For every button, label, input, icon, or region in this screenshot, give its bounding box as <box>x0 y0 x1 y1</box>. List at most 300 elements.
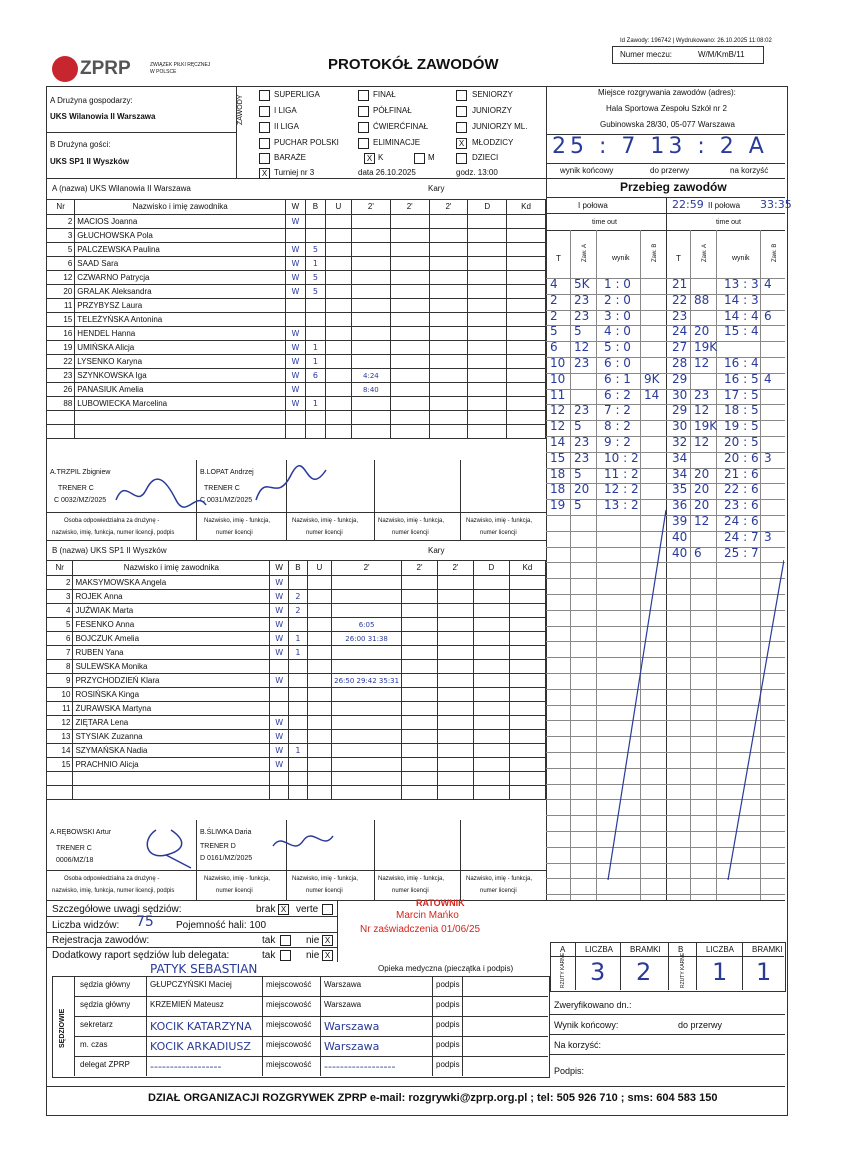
pz-cell: 23 <box>574 292 590 307</box>
official-role: sędzia główny <box>80 980 131 989</box>
pz-cell: 20 <box>694 324 710 339</box>
pz-cell: 5 <box>574 466 582 481</box>
official-role: sędzia główny <box>80 1000 131 1009</box>
karne-rzuty: RZUTY KARNE <box>560 952 566 988</box>
zawody-label: ZAWODY <box>237 94 244 125</box>
official-label: numer licencji <box>216 530 253 536</box>
pz-cell: 19K <box>694 340 718 355</box>
official-b2-lic: D 0161/MZ/2025 <box>200 855 253 862</box>
table-row <box>47 772 546 786</box>
checkbox-rej-tak[interactable] <box>280 935 291 946</box>
team-a-header: A (nazwa) UKS Wilanowia II Warszawa <box>52 184 191 193</box>
official-name: KOCIK ARKADIUSZ <box>150 1040 251 1053</box>
pz-cell: 20 : 5 <box>724 435 759 449</box>
official-label: Nazwisko, imię - funkcja, <box>292 518 359 524</box>
guest-label: B Drużyna gości: <box>50 140 111 149</box>
pz-cell: 23 <box>574 356 590 370</box>
checkbox-juniorzy[interactable] <box>456 106 467 117</box>
na-korzysc-label: Na korzyść: <box>554 1040 602 1050</box>
table-row: 11 ŻURAWSKA Martyna <box>47 702 546 716</box>
cat-label: BARAŻE <box>274 153 307 162</box>
rejestracja-label: Rejestracja zawodów: <box>52 935 150 946</box>
pz-cell: 4 <box>550 277 558 291</box>
pz-cell: 14 <box>550 435 566 449</box>
print-info: Id Zawody: 196742 | Wydrukowano: 26.10.2025 11:08:02 <box>620 38 772 44</box>
pz-cell: 19K <box>694 419 718 434</box>
karne-b-liczba: 1 <box>712 958 728 986</box>
pz-cell: 10 <box>550 356 566 370</box>
checkbox-seniorzy[interactable] <box>456 90 467 101</box>
brak-label: brak <box>256 904 276 915</box>
checkbox-turniej[interactable]: X <box>259 168 270 179</box>
przebieg-strike-lines <box>548 500 784 900</box>
official-label: nazwisko, imię, funkcja, numer licencji, podpis <box>52 530 175 536</box>
pz-cell: 2 <box>550 292 558 307</box>
result-label: wynik końcowy <box>560 166 614 175</box>
pz-cell: 24 : 7 <box>724 529 759 544</box>
pz-cell: 20 <box>694 482 710 497</box>
pz-cell: 22 : 6 <box>724 482 759 497</box>
match-date: data 26.10.2025 <box>358 168 416 177</box>
handwritten-name: PATYK SEBASTIAN <box>150 962 258 976</box>
checkbox-brak[interactable]: X <box>278 904 289 915</box>
pz-cell: 6 : 1 <box>604 371 631 386</box>
result-label: do przerwy <box>650 166 690 175</box>
pz-cell: 12 <box>694 514 710 528</box>
pz-cell: 6 : 0 <box>604 356 631 370</box>
team-b-table: Nr Nazwisko i imię zawodnika W B U 2' 2' 2' D Kd 2 MAKSYMOWSKA Angela W 3 ROJEK Anna W 2 4 JUŹWIAK Marta W 2 5 FESENKO Anna W 6:05 6 BOJCZUK Amelia W 1 26:00 31:38 7 RUBEN Yana W 1 8 SULEWSKA Monika 9 PRZYCHODZIEŃ Klara W 26:50 29:42 35:31 10 ROSIŃSKA Kinga 11 ŻURAWSKA Martyna 12 ZIĘTARA Lena W 13 STYSIAK Zuzanna W 14 SZYMAŃSKA Nadia W 1 15 PRACHNIO Alicja W <box>46 560 546 800</box>
ratownik-stamp-2: Marcin Mańko <box>396 910 459 921</box>
checkbox-polfinal[interactable] <box>358 106 369 117</box>
table-row: 7 RUBEN Yana W 1 <box>47 646 546 660</box>
page-title: PROTOKÓŁ ZAWODÓW <box>328 56 499 73</box>
karne-a-bramki: 2 <box>636 958 652 986</box>
table-row: 88 LUBOWIECKA Marcelina W 1 <box>47 397 546 411</box>
checkbox-k[interactable]: X <box>364 153 375 164</box>
table-row <box>47 411 546 425</box>
official-a2-name: B.LOPAT Andrzej <box>200 469 254 476</box>
podpis-label: podpis <box>436 1060 460 1069</box>
pz-cell: 11 <box>550 387 566 402</box>
karne-bramki: BRAMKI <box>752 945 783 954</box>
half2-time: 33:35 <box>760 198 792 211</box>
karne-a-liczba: 3 <box>590 958 606 986</box>
pz-cell: 24 <box>672 324 688 339</box>
table-row: 3 ROJEK Anna W 2 <box>47 590 546 604</box>
checkbox-i-liga[interactable] <box>259 106 270 117</box>
cat-label: JUNIORZY <box>472 106 512 115</box>
pz-cell: 9 : 2 <box>604 435 631 449</box>
pz-cell: 22 <box>672 292 688 307</box>
miejscowosc-label: miejscowość <box>266 1020 312 1029</box>
pz-col-wynik: wynik <box>612 255 630 262</box>
widzow-value: 75 <box>136 914 154 930</box>
checkbox-superliga[interactable] <box>259 90 270 101</box>
ratownik-stamp-1: RATOWNIK <box>416 898 465 908</box>
podpis-label: podpis <box>436 980 460 989</box>
cat-label: MŁODZICY <box>472 138 514 147</box>
checkbox-mlodzicy[interactable]: X <box>456 138 467 149</box>
official-role: m. czas <box>80 1040 108 1049</box>
host-team: UKS Wilanowia II Warszawa <box>50 112 156 121</box>
official-city: Warszawa <box>324 980 362 989</box>
table-row: 5 PALCZEWSKA Paulina W 5 <box>47 243 546 257</box>
pz-cell: 2 : 0 <box>604 292 631 307</box>
pz-cell: 12 <box>694 435 710 449</box>
checkbox-raport-nie[interactable]: X <box>322 950 333 961</box>
official-label: Nazwisko, imię - funkcja, <box>204 518 271 524</box>
pz-cell: 23 <box>574 450 590 465</box>
official-b1-name: A.RĘBOWSKI Artur <box>50 829 112 836</box>
do-przerwy-label: do przerwy <box>678 1020 723 1030</box>
official-a1-role: TRENER C <box>58 485 94 492</box>
timeout-label: time out <box>716 219 741 226</box>
pz-cell: 18 <box>550 482 566 497</box>
official-a1-name: A.TRZPIL Zbigniew <box>50 469 111 476</box>
pz-cell: 27 <box>672 340 688 355</box>
opieka-label: Opieka medyczna (pieczątka i podpis) <box>378 964 514 973</box>
pz-cell: 4 <box>764 371 772 386</box>
half1-time: 22:59 <box>672 198 704 211</box>
table-row: 2 MACIOS Joanna W <box>47 215 546 229</box>
karne-liczba: LICZBA <box>585 945 614 954</box>
result-handwritten: 25 : 7 13 : 2 A <box>552 134 768 159</box>
pz-cell: 36 <box>672 498 688 513</box>
signature-b2 <box>268 826 338 866</box>
table-row: 23 SZYNKOWSKA Iga W 6 4:24 <box>47 369 546 383</box>
pz-cell: 12 <box>550 403 566 418</box>
pz-cell: 23 <box>574 403 590 418</box>
tak-label: tak <box>262 935 276 946</box>
ratownik-stamp-3: Nr zaświadczenia 01/06/25 <box>360 924 481 935</box>
pz-cell: 24 : 6 <box>724 514 759 528</box>
pz-col-b2: Zaw. B <box>772 243 778 262</box>
pz-cell: 88 <box>694 292 710 307</box>
pz-cell: 10 : 2 <box>604 450 639 465</box>
table-row: 6 BOJCZUK Amelia W 1 26:00 31:38 <box>47 632 546 646</box>
table-row: 22 LYSENKO Karyna W 1 <box>47 355 546 369</box>
checkbox-m[interactable] <box>414 153 425 164</box>
table-row <box>47 425 546 439</box>
official-label: Osoba odpowiedzialna za drużynę - <box>64 518 160 524</box>
official-city: Warszawa <box>324 1020 380 1033</box>
table-row: 16 HENDEL Hanna W <box>47 327 546 341</box>
table-row <box>47 786 546 800</box>
zprp-logo-icon <box>52 56 78 82</box>
sedziowie-label: SĘDZIOWIE <box>59 1008 66 1048</box>
venue-line1: Hala Sportowa Zespołu Szkół nr 2 <box>606 104 727 113</box>
official-a1-lic: C 0032/MZ/2025 <box>54 497 107 504</box>
pz-cell: 20 <box>574 482 590 497</box>
pz-cell: 21 <box>672 277 688 291</box>
pz-cell: 7 : 2 <box>604 403 631 418</box>
pz-cell: 34 <box>672 466 688 481</box>
official-name: ------------------ <box>150 1060 222 1073</box>
match-number: W/M/KmB/11 <box>698 50 745 59</box>
official-label: Nazwisko, imię - funkcja, <box>378 876 445 882</box>
venue-label: Miejsce rozgrywania zawodów (adres): <box>598 88 736 97</box>
kary-label-b: Kary <box>428 546 445 555</box>
half1-label: I połowa <box>578 201 608 210</box>
pz-cell: 3 <box>764 450 772 465</box>
karne-a: A <box>560 945 566 954</box>
cat-label: PÓŁFINAŁ <box>373 106 412 115</box>
k-label: K <box>378 153 384 162</box>
table-row: 4 JUŹWIAK Marta W 2 <box>47 604 546 618</box>
podpis-label: podpis <box>436 1000 460 1009</box>
footer: DZIAŁ ORGANIZACJI ROZGRYWEK ZPRP e-mail: rozgrywki@zprp.org.pl ; tel: 505 926 710 ; sms: 604 583 150 <box>148 1092 718 1104</box>
logo-sub2: W POLSCE <box>150 69 177 75</box>
pz-cell: 5 <box>550 324 558 339</box>
cat-label: JUNIORZY ML. <box>472 122 528 131</box>
podpis-label: podpis <box>436 1040 460 1049</box>
team-a-officials <box>46 460 546 540</box>
official-label: Nazwisko, imię - funkcja, <box>466 876 533 882</box>
raport-label: Dodatkowy raport sędziów lub delegata: <box>52 950 230 961</box>
cat-label: SUPERLIGA <box>274 90 320 99</box>
official-label: numer licencji <box>306 530 343 536</box>
pz-cell: 29 <box>672 371 688 386</box>
pz-col-a: Zaw. A <box>582 243 588 262</box>
table-row: 2 MAKSYMOWSKA Angela W <box>47 576 546 590</box>
pz-cell: 5 <box>574 498 582 513</box>
pz-cell: 6 <box>550 340 558 355</box>
guest-team: UKS SP1 II Wyszków <box>50 157 129 166</box>
pz-cell: 19 <box>550 498 566 513</box>
match-number-label: Numer meczu: <box>620 50 673 59</box>
table-row: 15 TELEŻYŃSKA Antonina <box>47 313 546 327</box>
pz-cell: 4 <box>764 277 772 291</box>
pz-cell: 30 <box>672 419 688 434</box>
karne-b: B <box>678 945 684 954</box>
table-row: 14 SZYMAŃSKA Nadia W 1 <box>47 744 546 758</box>
venue-line2: Gubinowska 28/30, 05-077 Warszawa <box>600 120 735 129</box>
signature-b1 <box>136 820 196 870</box>
table-row: 10 ROSIŃSKA Kinga <box>47 688 546 702</box>
official-label: Nazwisko, imię - funkcja, <box>204 876 271 882</box>
table-row: 9 PRZYCHODZIEŃ Klara W 26:50 29:42 35:31 <box>47 674 546 688</box>
pz-cell: 12 <box>550 419 566 434</box>
miejscowosc-label: miejscowość <box>266 980 312 989</box>
logo-sub1: ZWIĄZEK PIŁKI RĘCZNEJ <box>150 62 211 68</box>
official-label: numer licencji <box>480 530 517 536</box>
pz-cell: 3 <box>764 529 772 544</box>
cat-label: PUCHAR POLSKI <box>274 138 339 147</box>
pz-col-b: Zaw. B <box>652 243 658 262</box>
cat-label: I LIGA <box>274 106 297 115</box>
official-label: numer licencji <box>216 888 253 894</box>
pz-cell: 19 : 5 <box>724 419 759 434</box>
miejscowosc-label: miejscowość <box>266 1000 312 1009</box>
checkbox-raport-tak[interactable] <box>280 950 291 961</box>
official-label: Nazwisko, imię - funkcja, <box>466 518 533 524</box>
pz-cell: 34 <box>672 450 688 465</box>
table-row: 8 SULEWSKA Monika <box>47 660 546 674</box>
wynik-koncowy-label: Wynik końcowy: <box>554 1020 619 1030</box>
official-b2-role: TRENER D <box>200 843 236 850</box>
official-b1-role: TRENER C <box>56 845 92 852</box>
cat-label: ELIMINACJE <box>373 138 421 147</box>
checkbox-eliminacje[interactable] <box>358 138 369 149</box>
pz-cell: 1 : 0 <box>604 277 631 291</box>
pz-cell: 23 <box>672 308 688 323</box>
checkbox-final[interactable] <box>358 90 369 101</box>
checkbox-baraze[interactable] <box>259 153 270 164</box>
miejscowosc-label: miejscowość <box>266 1040 312 1049</box>
team-b-officials <box>46 820 546 900</box>
official-label: numer licencji <box>480 888 517 894</box>
official-label: numer licencji <box>306 888 343 894</box>
pz-cell: 21 : 6 <box>724 466 759 481</box>
official-b2-name: B.ŚLIWKA Daria <box>200 829 252 836</box>
team-a-table: Nr Nazwisko i imię zawodnika W B U 2' 2' 2' D Kd 2 MACIOS Joanna W 3 GŁUCHOWSKA Pola 5 PALCZEWSKA Paulina W 5 6 SAAD Sara W 1 12 CZWARNO Patrycja W 5 20 GRALAK Aleksandra W 5 11 PRZYBYSZ Laura 15 TELEŻYŃSKA Antonina 16 HENDEL Hanna W 19 UMIŃSKA Alicja W 1 22 LYSENKO Karyna W 1 23 SZYNKOWSKA Iga W 6 4:24 26 PANASIUK Amelia W 8:40 88 LUBOWIECKA Marcelina W 1 <box>46 199 546 439</box>
pz-cell: 17 : 5 <box>724 387 759 402</box>
cat-label: DZIECI <box>472 153 499 162</box>
official-city: Warszawa <box>324 1000 362 1009</box>
official-label: Nazwisko, imię - funkcja, <box>292 876 359 882</box>
table-row: 26 PANASIUK Amelia W 8:40 <box>47 383 546 397</box>
table-row: 12 ZIĘTARA Lena W <box>47 716 546 730</box>
official-label: nazwisko, imię, funkcja, numer licencji, podpis <box>52 888 175 894</box>
pz-cell: 23 <box>694 387 710 402</box>
pz-col-t: T <box>556 254 561 263</box>
pz-cell: 14 : 4 <box>724 308 759 323</box>
cat-label: II LIGA <box>274 122 299 131</box>
official-city: Warszawa <box>324 1040 380 1053</box>
pz-cell: 35 <box>672 482 688 497</box>
zweryfikowano-label: Zweryfikowano dn.: <box>554 1000 632 1010</box>
pz-cell: 3 : 0 <box>604 308 631 323</box>
official-label: numer licencji <box>392 530 429 536</box>
official-role: delegat ZPRP <box>80 1060 130 1069</box>
tak-label: tak <box>262 950 276 961</box>
match-time: godz. 13:00 <box>456 168 498 177</box>
pz-cell: 6 <box>694 545 702 560</box>
pz-cell: 18 <box>550 466 566 481</box>
table-row: 6 SAAD Sara W 1 <box>47 257 546 271</box>
checkbox-ii-liga[interactable] <box>259 122 270 133</box>
cat-label: SENIORZY <box>472 90 513 99</box>
official-label: numer licencji <box>392 888 429 894</box>
pz-cell: 39 <box>672 514 688 528</box>
checkbox-rej-nie[interactable]: X <box>322 935 333 946</box>
widzow-label: Liczba widzów: <box>52 920 120 931</box>
pz-cell: 4 : 0 <box>604 324 631 339</box>
table-row: 19 UMIŃSKA Alicja W 1 <box>47 341 546 355</box>
table-row: 12 CZWARNO Patrycja W 5 <box>47 271 546 285</box>
checkbox-juniorzy-ml[interactable] <box>456 122 467 133</box>
pz-cell: 23 <box>574 435 590 449</box>
pz-cell: 9K <box>644 371 660 386</box>
table-row: 11 PRZYBYSZ Laura <box>47 299 546 313</box>
podpis-label: podpis <box>436 1020 460 1029</box>
m-label: M <box>428 153 435 162</box>
pz-cell: 23 <box>574 308 590 323</box>
official-a2-role: TRENER C <box>204 485 240 492</box>
checkbox-verte[interactable] <box>322 904 333 915</box>
official-name: KOCIK KATARZYNA <box>150 1020 252 1033</box>
result-label: na korzyść <box>730 166 769 175</box>
pz-cell: 5 <box>574 324 582 339</box>
pz-cell: 18 : 5 <box>724 403 759 418</box>
uwagi-label: Szczegółowe uwagi sędziów: <box>52 904 182 915</box>
official-label: Osoba odpowiedzialna za drużynę - <box>64 876 160 882</box>
pz-cell: 40 <box>672 529 688 544</box>
official-role: sekretarz <box>80 1020 113 1029</box>
verte-label: verte <box>296 904 319 915</box>
nie-label: nie <box>306 935 320 946</box>
pz-cell: 16 : 4 <box>724 356 759 370</box>
official-label: Nazwisko, imię - funkcja, <box>378 518 445 524</box>
pz-cell: 5 : 0 <box>604 340 631 355</box>
checkbox-dzieci[interactable] <box>456 153 467 164</box>
pz-cell: 30 <box>672 387 688 402</box>
official-b1-lic: 0006/MZ/18 <box>56 857 94 864</box>
podpis-label: Podpis: <box>554 1066 585 1076</box>
pz-cell: 15 <box>550 450 566 465</box>
checkbox-puchar[interactable] <box>259 138 270 149</box>
pz-cell: 40 <box>672 545 688 560</box>
pz-cell: 11 : 2 <box>604 466 639 481</box>
pz-cell: 5 <box>574 419 582 434</box>
pz-cell: 13 : 2 <box>604 498 639 513</box>
pz-cell: 12 <box>694 403 710 418</box>
timeout-label: time out <box>592 219 617 226</box>
team-b-header: B (nazwa) UKS SP1 II Wyszków <box>52 546 167 555</box>
official-city: ------------------ <box>324 1060 396 1073</box>
pz-cell: 12 : 2 <box>604 482 639 497</box>
pz-col-a2: Zaw. A <box>702 243 708 262</box>
official-name: GŁUPCZYŃSKI Maciej <box>150 980 232 989</box>
official-name: KRZEMIEŃ Mateusz <box>150 1000 224 1009</box>
nie-label: nie <box>306 950 320 961</box>
pz-cell: 6 <box>764 308 772 323</box>
signature-a1 <box>106 470 216 514</box>
kary-label: Kary <box>428 184 445 193</box>
pz-cell: 15 : 4 <box>724 324 759 339</box>
pz-cell: 16 : 5 <box>724 371 759 386</box>
signature-a2 <box>246 460 336 510</box>
karne-liczba: LICZBA <box>706 945 735 954</box>
pz-col-t2: T <box>676 254 681 263</box>
pz-cell: 14 <box>644 387 660 402</box>
table-row: 15 PRACHNIO Alicja W <box>47 758 546 772</box>
checkbox-cwiercfinal[interactable] <box>358 122 369 133</box>
pz-cell: 20 <box>694 466 710 481</box>
logo-text: ZPRP <box>80 58 131 79</box>
cat-label: FINAŁ <box>373 90 396 99</box>
pz-cell: 2 <box>550 308 558 323</box>
pojemnosc: Pojemność hali: 100 <box>176 920 267 931</box>
pz-cell: 28 <box>672 356 688 370</box>
pz-cell: 14 : 3 <box>724 292 759 307</box>
pz-cell: 25 : 7 <box>724 545 759 560</box>
pz-cell: 5K <box>574 277 590 291</box>
pz-cell: 8 : 2 <box>604 419 631 434</box>
przebieg-title: Przebieg zawodów <box>620 180 727 194</box>
pz-cell: 20 : 6 <box>724 450 759 465</box>
pz-cell: 20 <box>694 498 710 513</box>
pz-cell: 12 <box>574 340 590 355</box>
miejscowosc-label: miejscowość <box>266 1060 312 1069</box>
table-row: 5 FESENKO Anna W 6:05 <box>47 618 546 632</box>
official-a2-lic: C 0031/MZ/2025 <box>200 497 253 504</box>
karne-rzuty: RZUTY KARNE <box>680 952 686 988</box>
pz-cell: 23 : 6 <box>724 498 759 513</box>
pz-cell: 12 <box>694 356 710 370</box>
pz-cell: 32 <box>672 435 688 449</box>
pz-cell: 29 <box>672 403 688 418</box>
